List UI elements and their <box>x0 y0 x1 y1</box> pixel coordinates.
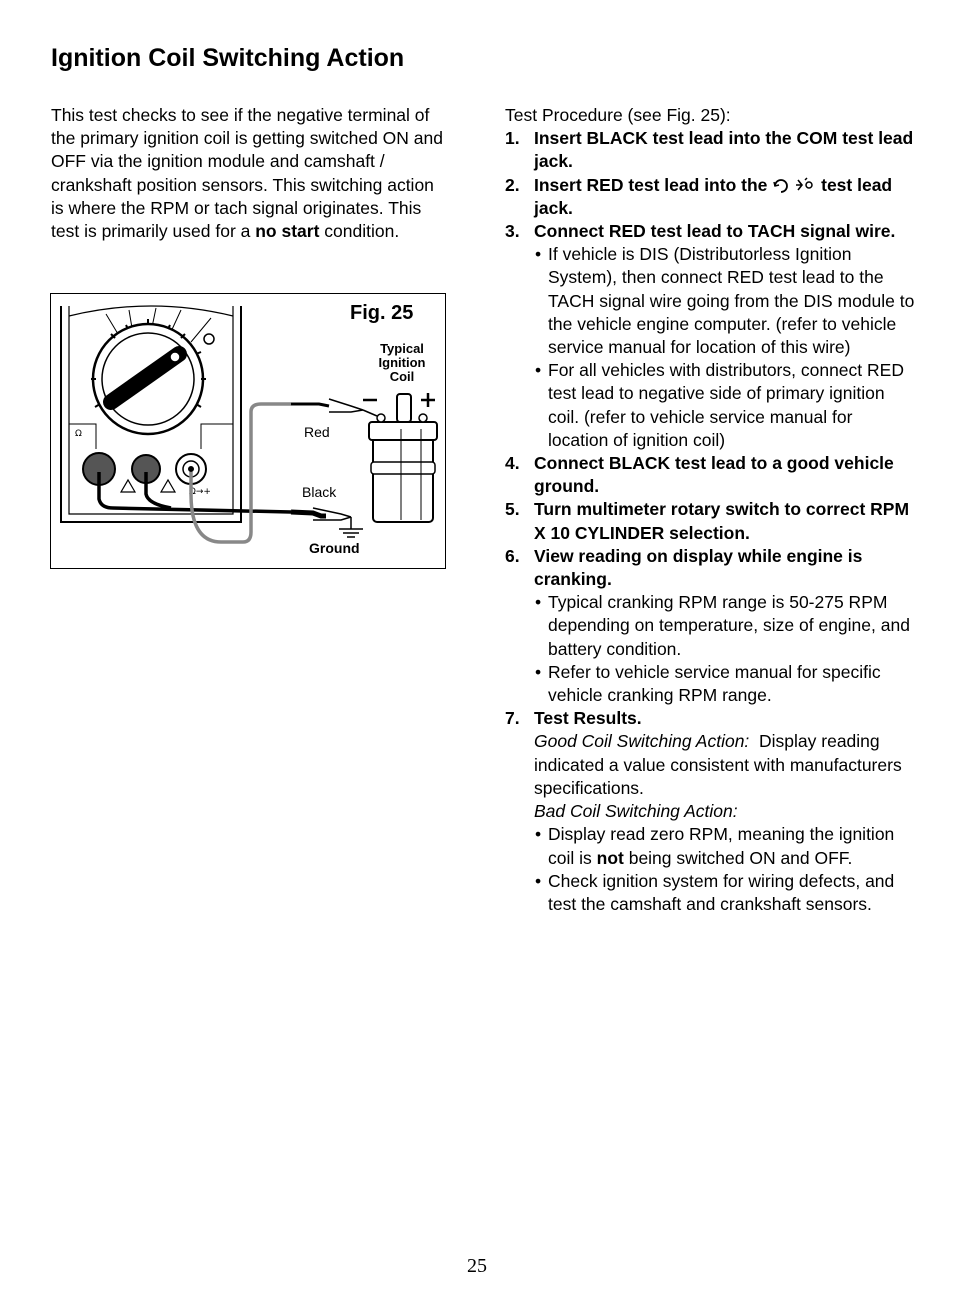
step-text <box>534 174 915 220</box>
step-text: Turn multimeter rotary switch to correct RPM X 10 CYLINDER selection. <box>534 499 910 543</box>
rpm-dwell-icon <box>772 176 816 194</box>
red-probe <box>291 404 329 406</box>
step-number: 5. <box>505 499 520 520</box>
ohm-jack-label: Ω→+ <box>189 487 211 497</box>
step-4 <box>505 452 915 498</box>
bullet-item: • Check ignition system for wiring defects, and test the camshaft and crankshaft sensors. <box>534 870 915 916</box>
page-number: 25 <box>467 1255 487 1277</box>
bullet-item: • Typical cranking RPM range is 50-275 RPM depending on temperature, size of engine, and battery condition. <box>534 591 915 661</box>
step-6 <box>505 545 915 707</box>
coil-label-line-2: Ignition <box>378 355 426 370</box>
step-number: 6. <box>505 545 520 566</box>
step-number: 4. <box>505 453 520 474</box>
step-number: 7. <box>505 708 520 729</box>
multimeter-illustration <box>51 294 445 568</box>
rpm-symbol-icon <box>204 334 214 344</box>
red-clip <box>329 399 363 412</box>
black-probe <box>291 512 326 516</box>
intro-bold: no start <box>255 221 320 242</box>
bullet-item: • For all vehicles with distributors, connect RED test lead to negative side of primary ignition coil. (refer to vehicle service manual for location of ignition coil) <box>534 359 915 452</box>
step-2-text-before: Insert RED test lead into the <box>534 174 768 195</box>
ignition-coil <box>363 394 437 522</box>
step-number: 2. <box>505 174 520 195</box>
bad-result-label: Bad Coil Switching Action: <box>534 801 738 822</box>
page-title: Ignition Coil Switching Action <box>51 44 405 72</box>
black-lead-label: Black <box>302 484 337 500</box>
intro-text-2: condition. <box>319 221 400 242</box>
bad-bullet-bold: not <box>596 847 624 868</box>
good-result-label: Good Coil Switching Action: <box>534 731 750 752</box>
step-5 <box>505 498 915 544</box>
step-number: 3. <box>505 221 520 242</box>
step-text: Insert BLACK test lead into the COM test lead jack. <box>534 128 914 172</box>
coil-plus-sign <box>421 393 435 407</box>
red-lead-label: Red <box>304 424 330 440</box>
good-result-text: Display reading indicated a value consistent with manufacturers specifications. <box>534 731 907 798</box>
coil-label <box>367 342 437 384</box>
meter-display-curve <box>69 306 233 316</box>
bullet-item: • Refer to vehicle service manual for specific vehicle cranking RPM range. <box>534 661 915 707</box>
intro-text-1: This test checks to see if the negative terminal of the primary ignition coil is getting switched ON and OFF via the ignition module and camshaft / crankshaft position sensors. This switching action is where the RPM or tach signal originates. This test is primarily used for a <box>51 105 443 242</box>
bullet-item <box>534 823 915 869</box>
step-1 <box>505 127 915 173</box>
coil-label-line-1: Typical <box>380 341 424 356</box>
test-procedure <box>505 104 915 916</box>
step-number: 1. <box>505 128 520 149</box>
v-ohm-jack-hole <box>188 466 194 472</box>
step-text: View reading on display while engine is cranking. <box>534 545 863 590</box>
figure-number: Fig. 25 <box>350 302 414 324</box>
good-result <box>534 730 915 800</box>
coil-label-line-3: Coil <box>389 369 415 384</box>
step-text: Connect RED test lead to TACH signal wire. <box>534 221 896 242</box>
step-7 <box>505 707 915 916</box>
step-2-text-after: test lead jack. <box>534 174 893 218</box>
rotary-dial-pointer-tip <box>170 352 180 362</box>
figure-25 <box>50 293 446 569</box>
bad-bullet-pre: Display read zero RPM, meaning the ignition coil is <box>548 824 895 868</box>
bullet-item: • If vehicle is DIS (Distributorless Ignition System), then connect RED test lead to the TACH signal wire going from the DIS module to the vehicle engine computer. (refer to vehicle service manual for location of this wire) <box>534 243 915 359</box>
ground-label: Ground <box>309 540 360 556</box>
procedure-heading: Test Procedure (see Fig. 25): <box>505 105 731 125</box>
step-3 <box>505 220 915 452</box>
step-text: Test Results. <box>534 708 642 729</box>
ohm-label: Ω <box>75 429 82 439</box>
intro-paragraph <box>51 104 451 243</box>
step-2 <box>505 174 915 220</box>
bad-bullet-post: being switched ON and OFF. <box>623 847 853 868</box>
step-text: Connect BLACK test lead to a good vehicle ground. <box>534 453 894 497</box>
